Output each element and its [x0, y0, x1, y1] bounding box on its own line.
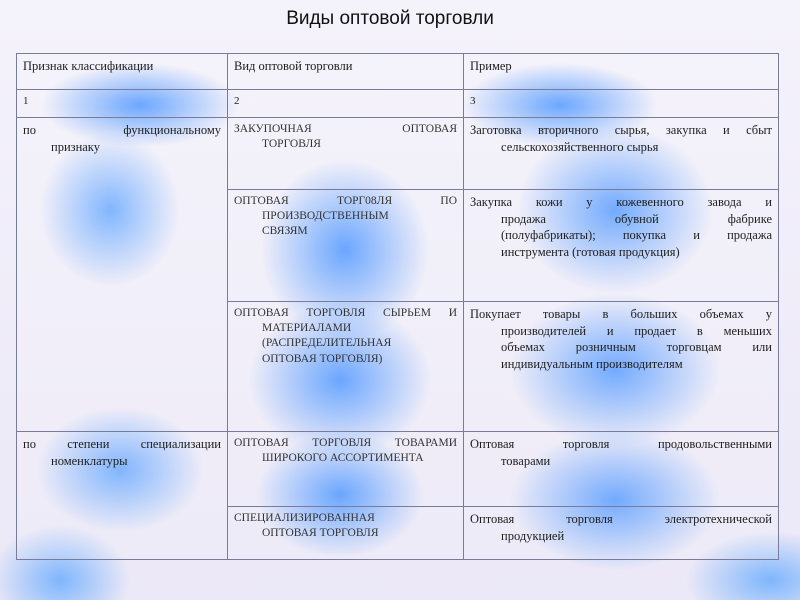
kind-cell — [228, 302, 464, 432]
example-line: Закупка кожи у кожевенного завода и — [470, 195, 772, 209]
example-line: производителей и продает в меньших — [501, 323, 772, 338]
example-line: Оптовая торговля электротехнической — [470, 512, 772, 526]
example-line: инструмента (готовая продукция) — [501, 244, 680, 259]
header-criterion: Признак классификации — [17, 54, 228, 90]
criterion-line: признаку — [51, 139, 100, 154]
kind-line: ШИРОКОГО АССОРТИМЕНТА — [262, 452, 424, 465]
kind-line: ОПТОВАЯ ТОРГОВЛЯ СЫРЬЕМ И — [234, 307, 457, 319]
criterion-cell — [17, 118, 228, 432]
example-line: Покупает товары в больших объемах у — [470, 307, 772, 321]
criterion-line: по функциональному — [23, 123, 221, 137]
kind-line: ОПТОВАЯ ТОРГ08ЛЯ ПО — [234, 195, 457, 207]
example-line: объемах розничным торговцам или — [501, 340, 772, 354]
kind-line: ОПТОВАЯ ТОРГОВЛЯ — [262, 527, 379, 540]
header-example: Пример — [464, 54, 779, 90]
kind-cell — [228, 432, 464, 507]
table-row — [17, 118, 779, 190]
kind-line: МАТЕРИАЛАМИ — [262, 322, 352, 335]
example-line: Заготовка вторичного сырья, закупка и сбыт — [470, 123, 772, 137]
kind-line: СПЕЦИАЛИЗИРОВАННАЯ — [234, 512, 375, 524]
criterion-line: по степени специализации — [23, 437, 221, 451]
example-line: продукцией — [501, 528, 565, 543]
table-header-row — [17, 54, 779, 90]
kind-line: ЗАКУПОЧНАЯ ОПТОВАЯ — [234, 123, 457, 135]
column-number: 2 — [228, 90, 464, 118]
example-line: (полуфабрикаты); покупка и продажа — [501, 228, 772, 242]
kind-line: ПРОИЗВОДСТВЕННЫМ — [262, 210, 389, 223]
table-row — [17, 432, 779, 507]
example-cell — [464, 432, 779, 507]
kind-line: ОПТОВАЯ ТОРГОВЛЯ) — [262, 352, 383, 365]
wholesale-types-table — [16, 53, 779, 560]
example-cell — [464, 190, 779, 302]
example-line: продажа обувной фабрике — [501, 211, 772, 226]
kind-cell — [228, 190, 464, 302]
page-title: Виды оптовой торговли — [286, 8, 494, 29]
example-line: сельскохозяйственного сырья — [501, 139, 659, 154]
table-number-row — [17, 90, 779, 118]
column-number: 3 — [464, 90, 779, 118]
header-kind: Вид оптовой торговли — [228, 54, 464, 90]
kind-line: (РАСПРЕДЕЛИТЕЛЬНАЯ — [262, 337, 392, 350]
example-cell — [464, 302, 779, 432]
example-line: товарами — [501, 453, 551, 468]
example-line: индивидуальным производителям — [501, 356, 683, 371]
example-cell — [464, 118, 779, 190]
criterion-cell — [17, 432, 228, 560]
kind-line: ТОРГОВЛЯ — [262, 138, 321, 151]
kind-cell — [228, 507, 464, 560]
column-number: 1 — [17, 90, 228, 118]
kind-line: СВЯЗЯМ — [262, 225, 308, 238]
kind-line: ОПТОВАЯ ТОРГОВЛЯ ТОВАРАМИ — [234, 437, 457, 449]
example-line: Оптовая торговля продовольственными — [470, 437, 772, 451]
criterion-line: номенклатуры — [51, 453, 128, 468]
kind-cell — [228, 118, 464, 190]
example-cell — [464, 507, 779, 560]
